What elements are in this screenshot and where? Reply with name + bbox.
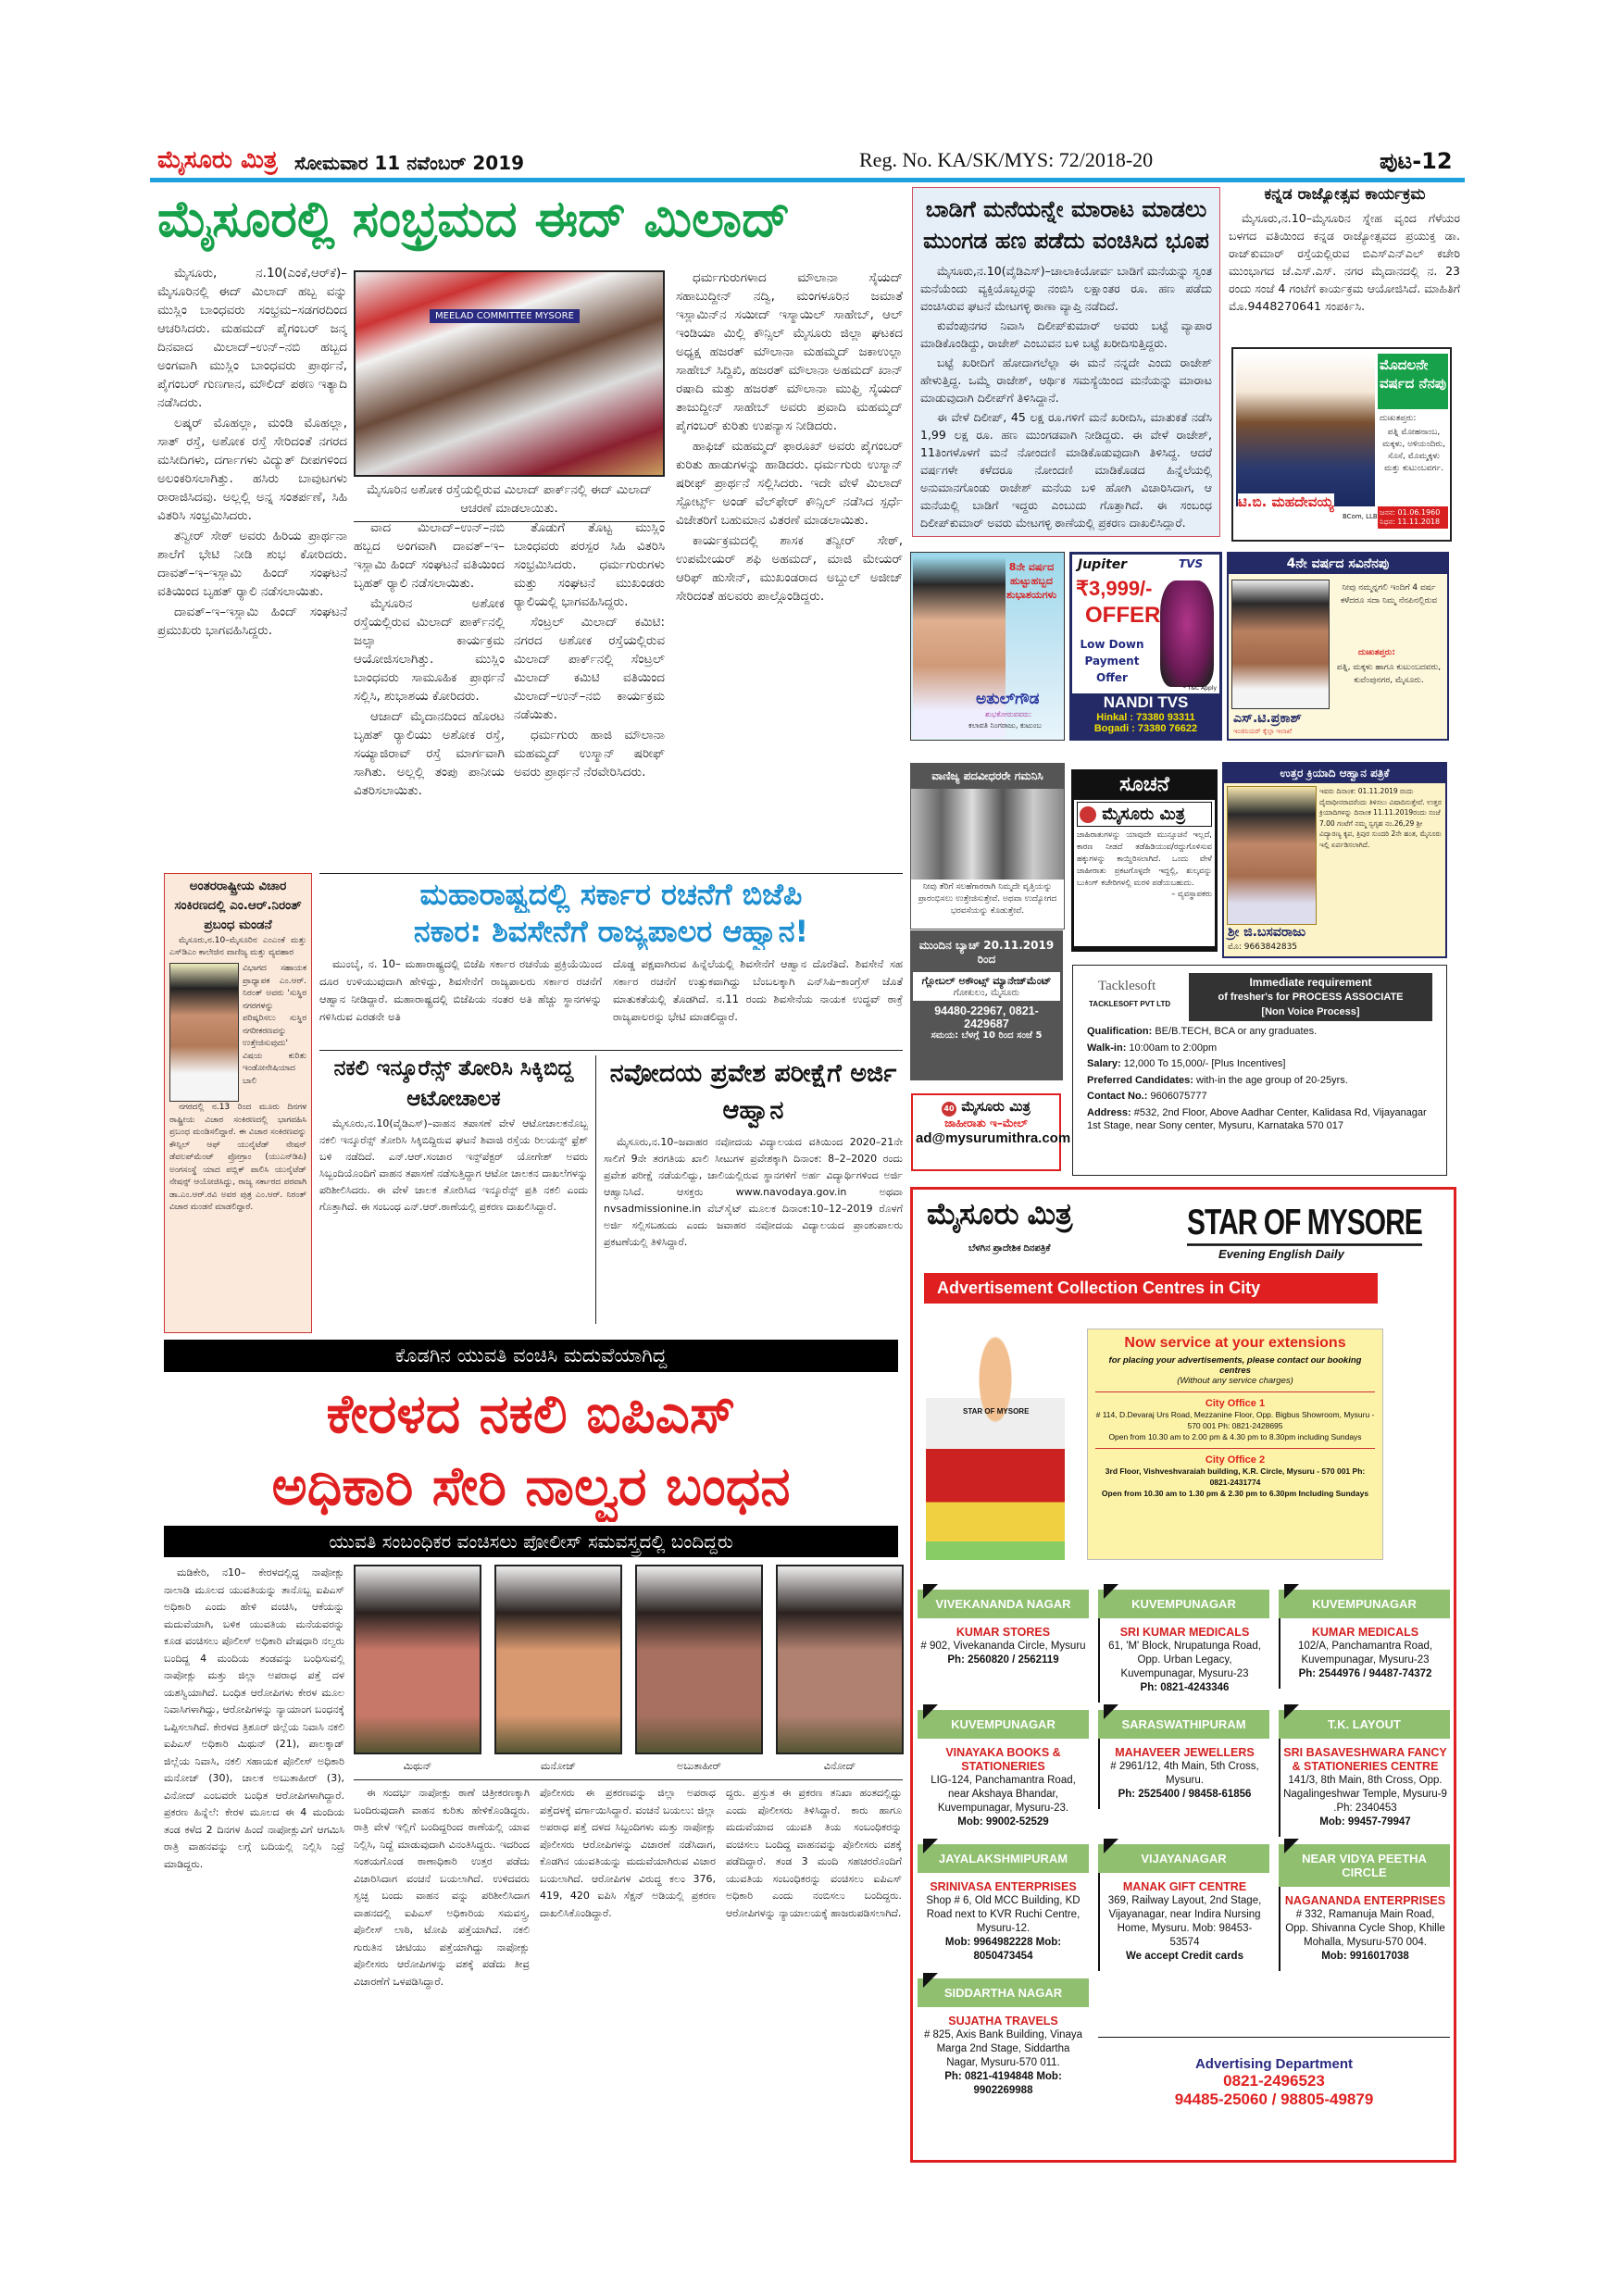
eid-headline: ಮೈಸೂರಲ್ಲಿ ಸಂಭ್ರಮದ ಈದ್ ಮಿಲಾದ್ (157, 190, 791, 248)
centre-details (1098, 1618, 1269, 1703)
advertising-department-title: Advertising Department (1194, 2056, 1354, 2072)
tacklesoft-company: TACKLESOFT PVT LTD (1089, 1000, 1171, 1008)
maharashtra-bottom-rule (319, 1050, 903, 1051)
centre-details (1279, 1618, 1450, 1689)
tacklesoft-row-label: Salary: (1087, 1058, 1121, 1069)
tacklesoft-row-value: with-in the age group of 20-25yrs. (1193, 1074, 1348, 1086)
memorial-1-name: ಟಿ.ಬಿ. ಮಹದೇವಯ್ಯ (1238, 493, 1334, 510)
birthday-wishers: ಕಲಾವತಿ ನಿಂಗರಾಜು, ಕುಟುಂಬ (968, 721, 1042, 730)
memorial-1-mourners: ಪತ್ನಿ ಮೋಹನಾಂಬ, ಮಕ್ಕಳು, ಅಳಿಯಂದಿರು, ಸೊಸೆ, ಮೊಮ್ಮಕ್ಕಳು ಮತ್ತು ಕುಟುಂಬವರ್ಗ. (1382, 428, 1445, 473)
birth-date: ಜನನ: 01.06.1960 (1380, 508, 1441, 517)
email-ad (911, 1093, 1071, 1171)
registration-number: Reg. No. KA/SK/MYS: 72/2018-20 (859, 148, 1154, 171)
city-office-1-address: # 114, D.Devaraj Urs Road, Mezzanine Floor, Opp. Bigbus Showroom, Mysuru - 570 001 Ph: 0821-2428695 (1095, 1410, 1375, 1430)
scooter-image (1160, 580, 1214, 687)
paragraph: ಕುವೆಂಪುನಗರ ನಿವಾಸಿ ದಿಲೀಪ್‌ಕುಮಾರ್ ಅವರು ಬಟ್ಟೆ ವ್ಯಾಪಾರ ಮಾಡಿಕೊಂಡಿದ್ದು, ರಾಜೇಶ್ ಎಂಬುವನ ಬಳಿ ಬಟ್ಟೆ ಖರೀದಿಸುತ್ತಿದ್ದರು. (920, 318, 1212, 350)
tvs-logo: TVS (1179, 557, 1204, 570)
centre-area: VIVEKANANDA NAGAR (918, 1590, 1089, 1618)
ips-column-4: ದ್ದರು. ಪ್ರಸ್ತುತ ಈ ಪ್ರಕರಣ ತನಿಖಾ ಹಂತದಲ್ಲಿದ್ದು ಎಂದು ಪೊಲೀಸರು ತಿಳಿಸಿದ್ದಾರೆ. ಕಾರು ಹಾಗೂ ಮದುವೆಯಾದ ಯುವತಿ ತಿಯ ಸಂಬಂಧಿಕರನ್ನು ವಂಚಿಸಲು ಬಂದಿದ್ದ ವಾಹನವನ್ನು ಪೊಲೀಸರು ವಶಕ್ಕೆ ಪಡೆದಿದ್ದಾರೆ. ತಂಡ 3 ಮಂದಿ ಸಹಚರರೊಂದಿಗೆ ಯುವತಿಯ ಸಂಬಂಧಿಕರನ್ನು ವಂಚಿಸಲು ಐಪಿಎಸ್ ಅಧಿಕಾರಿ ಎಂದು ನಂಬಿಸಲು ಬಂದಿದ್ದರು. ಆರೋಪಿಗಳನ್ನು ನ್ಯಾಯಾಲಯಕ್ಕೆ ಹಾಜರುಪಡಿಸಲಾಗಿದೆ. (726, 1787, 902, 1919)
centre-phone: Ph: 2544976 / 94487-74372 (1298, 1668, 1432, 1679)
centre-area: T.K. LAYOUT (1279, 1710, 1450, 1739)
paragraph: ಧರ್ಮಗುರುಗಳಾದ ಮೌಲಾನಾ ಸೈಯದ್ ಸಹಾಬುದ್ದೀನ್ ನದ್ವಿ, ಮಂಗಳೂರಿನ ಜಮಾತೆ ಇಸ್ಲಾಮಿನ್‌ನ ಸಯೀದ್ ಇಸ್ಮಾಯಿಲ್ ಸಾಹೇಬ್, ಆಲ್ ಇಂಡಿಯಾ ಮಿಲ್ಲಿ ಕೌನ್ಸಿಲ್ ಮೈಸೂರು ಜಿಲ್ಲಾ ಘಟಕದ ಅಧ್ಯಕ್ಷ ಹಜರತ್ ಮೌಲಾನಾ ಮಹಮ್ಮದ್ ಜಕಾಉಲ್ಲಾ ಸಾಹೇಬ್ ಸಿದ್ದಿಖಿ, ಹಜರತ್ ಮೌಲಾನಾ ಅಹಮದ್ ಖಾನ್ ರಷಾದಿ ಮತ್ತು ಹಜರತ್ ಮೌಲಾನಾ ಮುಫ್ತಿ ಸೈಯದ್ ತಾಜುದ್ದೀನ್ ಸಾಹೇಬ್ ಅವರು ಪ್ರವಾದಿ ಮಹಮ್ಮದ್ ಪೈಗಂಬರ್ ಕುರಿತು ಉಪನ್ಯಾಸ ನೀಡಿದರು. (676, 270, 903, 433)
centre-details (1279, 1739, 1450, 1837)
centre-name: MAHAVEER JEWELLERS (1115, 1746, 1255, 1759)
navodaya-body: ಮೈಸೂರು,ನ.10–ಜವಾಹರ ನವೋದಯ ವಿದ್ಯಾಲಯದ ವತಿಯಿಂದ 2020–21ನೇ ಸಾಲಿಗೆ 9ನೇ ತರಗತಿಯ ಖಾಲಿ ಸೀಟುಗಳ ಪ್ರವೇಶಕ್ಕಾಗಿ ದಿನಾಂಕ: 8–2–2020 ರಂದು ಪ್ರವೇಶ ಪರೀಕ್ಷೆ ನಡೆಯಲಿದ್ದು, ಜಾಲಿಯಲ್ಲಿರುವ ಸ್ಥಾನಗಳಿಗೆ ಅರ್ಹ ವಿದ್ಯಾರ್ಥಿಗಳಿಂದ ಅರ್ಜಿ ಆಹ್ವಾನಿಸಿದೆ. ಆಸಕ್ತರು www.navodaya.gov.in ಅಥವಾ nvsadmissionine.in ವೆಬ್‌ಸೈಟ್ ಮೂಲಕ ದಿನಾಂಕ:10–12–2019 ರೊಳಗೆ ಅರ್ಜಿ ಸಲ್ಲಿಸಬಹುದು ಎಂದು ಜವಾಹರ ನವೋದಯ ವಿದ್ಯಾಲಯದ ಪ್ರಾಂಶುಪಾಲರು ಪ್ರಕಟಣೆಯಲ್ಲಿ ತಿಳಿಸಿದ್ದಾರೆ. (604, 1136, 903, 1248)
centre-phone: Mob: 9964982228 Mob: 8050473454 (944, 1937, 1062, 1962)
paragraph: ಈ ವೇಳೆ ದಿಲೀಪ್, 45 ಲಕ್ಷ ರೂ.ಗಳಿಗೆ ಮನೆ ಖರೀದಿಸಿ, ಮಾತುಕತೆ ನಡೆಸಿ 1,99 ಲಕ್ಷ ರೂ. ಹಣ ಮುಂಗಡವಾಗಿ ನೀಡಿದ್ದರು. ಈ ವೇಳೆ ರಾಜೇಶ್, 11ತಿಂಗಳೊಳಗೆ ಮನೆ ನೋಂದಣಿ ಮಾಡಿಕೊಡುವುದಾಗಿ ತಿಳಿಸಿದ್ದ. ಆದರೆ ವರ್ಷಗಳೇ ಕಳೆದರೂ ನೋಂದಣಿ ಮಾಡಿಕೊಡದ ಹಿನ್ನೆಲೆಯಲ್ಲಿ ಅನುಮಾನಗೊಂಡು ರಾಜೇಶ್ ಮನೆಯ ಬಳಿ ಹೋಗಿ ವಿಚಾರಿಸಿದಾಗ, ಆ ಮನೆಯಲ್ಲಿ ಬಾಡಿಗೆ ಇದ್ದರು ಎಂಬುದು ಗೊತ್ತಾಗಿದೆ. ಈ ಸಂಬಂಧ ದಿಲೀಪ್‌ಕುಮಾರ್ ಅವರು ಮೇಟಗಳ್ಳಿ ಠಾಣೆಯಲ್ಲಿ ಪ್ರಕರಣ ದಾಖಲಿಸಿದ್ದಾರೆ. (920, 410, 1212, 530)
extension-service-box (1087, 1329, 1383, 1560)
centres-grid (918, 1590, 1450, 2105)
tacklesoft-heading-3: [Non Voice Process] (1261, 1006, 1360, 1017)
centre-details (918, 2007, 1089, 2105)
accused-rule (354, 1779, 903, 1780)
tvs-offer-ad (1069, 552, 1222, 741)
niranth-lead: ಮೈಸೂರು,ನ.10–ಮೈಸೂರಿನ ಎಂಎಂಕೆ ಮತ್ತು ಎಸ್‌ಡಿಎಂ ಕಾಲೇಜಿನ ವಾಣಿಜ್ಯ ಮತ್ತು ವ್ಯವಹಾರ (169, 936, 306, 957)
advertising-phone-1: 0821-2496523 (1223, 2072, 1325, 2090)
rent-fraud-story (912, 187, 1220, 537)
centre-address: # 2961/12, 4th Main, 5th Cross, Mysuru. (1110, 1761, 1259, 1786)
ad-collection-centres (910, 1187, 1456, 2163)
notice-title: ಸೂಚನೆ (1119, 773, 1169, 796)
institute-panel (913, 972, 1060, 1001)
issue-date: ಸೋಮವಾರ 11 ನವೆಂಬರ್ 2019 (294, 152, 525, 174)
paragraph: ಕಾರ್ಯಕ್ರಮದಲ್ಲಿ ಶಾಸಕ ತನ್ವೀರ್ ಸೇಠ್, ಉಪಮೇಯರ್ ಶಫಿ ಅಹಮದ್, ಮಾಜಿ ಮೇಯರ್ ಆರಿಫ್ ಹುಸೇನ್, ಮುಖಂಡರಾದ ಅಬ್ದುಲ್ ಅಜೀಜ್ ಸೇರಿದಂತೆ ಹಲವರು ಪಾಲ್ಗೊಂಡಿದ್ದರು. (676, 533, 903, 604)
tvs-price: ₹3,999/- (1076, 577, 1153, 600)
paragraph: ಸೆಂಟ್ರಲ್ ಮಿಲಾದ್ ಕಮಿಟಿ: ನಗರದ ಅಶೋಕ ರಸ್ತೆಯಲ್ಲಿರುವ ಮಿಲಾದ್ ಪಾರ್ಕ್‌ನಲ್ಲಿ ಸೆಂಟ್ರಲ್ ಮಿಲಾದ್ ಕಮಿಟಿ ವತಿಯಿಂದ ಮಿಲಾದ್–ಉನ್–ನಬಿ ಕಾರ್ಯಕ್ರಮ ನಡೆಯಿತು. (514, 615, 665, 722)
paragraph: ಆಜಾದ್ ಮೈದಾನದಿಂದ ಹೊರಟ ಬೃಹತ್ ರ್‍ಯಾಲಿಯು ಅಶೋಕ ರಸ್ತೆ, ಸಯ್ಯಾಜಿರಾವ್ ರಸ್ತೆ ಮಾರ್ಗವಾಗಿ ಸಾಗಿತು. ಅಲ್ಲಲ್ಲಿ ತಂಪು ಪಾನೀಯ ವಿತರಿಸಲಾಯಿತು. (354, 709, 505, 798)
tacklesoft-header (1087, 973, 1432, 1021)
maharashtra-column-2: ದೊಡ್ಡ ಪಕ್ಷವಾಗಿರುವ ಹಿನ್ನೆಲೆಯಲ್ಲಿ ಶಿವಸೇನೆಗೆ ಆಹ್ವಾನ ದೊರೆತಿದೆ. ಶಿವಸೇನೆ ಸಹ ಸರ್ಕಾರ ರಚನೆಗೆ ಉತ್ಸುಕವಾಗಿದ್ದು ಬೆಂಬಲಕ್ಕಾಗಿ ಎನ್‌ಸಿಪಿ–ಕಾಂಗ್ರೆಸ್ ಜೊತೆ ಮಾತುಕತೆಯಲ್ಲಿ ತೊಡಗಿದೆ. ನ.11 ರಂದು ಶಿವಸೇನೆಯ ನಾಯಕ ಉದ್ಧವ್ ಠಾಕ್ರೆ ರಾಜ್ಯಪಾಲರನ್ನು ಭೇಟಿ ಮಾಡಲಿದ್ದಾರೆ. (613, 957, 903, 1023)
tacklesoft-row-value: 10:00am to 2:00pm (1126, 1042, 1218, 1054)
tvs-brand: Jupiter (1078, 557, 1128, 572)
eid-column-1 (157, 264, 347, 866)
collection-centre (1279, 1590, 1450, 1703)
header-rule (150, 178, 1465, 182)
centre-area: NEAR VIDYA PEETHA CIRCLE (1279, 1844, 1450, 1887)
commerce-body: ನೀವು ತೆರಿಗೆ ಸಲಹೆಗಾರರಾಗಿ ನಿಮ್ಮದೇ ವೃತ್ತಿಯನ್ನು ಪ್ರಾರಂಭಿಸಲು ಉತ್ತೇಜಿಸುತ್ತೇವೆ. ಅಥವಾ ಉದ್ಯೋಗದ ಭರವಸೆಯನ್ನು ಕೊಡುತ್ತೇವೆ. (918, 882, 1057, 916)
centre-address: Shop # 6, Old MCC Building, KD Road next to KVR Ruchi Centre, Mysuru-12. (926, 1895, 1081, 1934)
niranth-headline: ಅಂತರರಾಷ್ಟ್ರೀಯ ವಿಚಾರ ಸಂಕಿರಣದಲ್ಲಿ ಎಂ.ಆರ್.ನಿರಂತ್ ಪ್ರಬಂಧ ಮಂಡನೆ (174, 879, 302, 932)
centre-area: JAYALAKSHMIPURAM (918, 1844, 1089, 1873)
ips-kicker: ಕೊಡಗಿನ ಯುವತಿ ವಂಚಿಸಿ ಮದುವೆಯಾಗಿದ್ದ (164, 1340, 898, 1372)
page-number: ಪುಟ-12 (1380, 148, 1453, 174)
tvs-terms: * T&C Apply (1182, 685, 1217, 692)
city-office-2-address: 3rd Floor, Vishveshvaraiah building, K.R. Circle, Mysuru - 570 001 Ph: 0821-2431774 (1105, 1466, 1366, 1487)
tacklesoft-row (1087, 1025, 1432, 1039)
eid-column-2 (354, 518, 505, 866)
eid-photo (354, 270, 665, 477)
collection-centre (1279, 1710, 1450, 1837)
paragraph: ಧರ್ಮಗುರು ಹಾಜಿ ಮೌಲಾನಾ ಮಹಮ್ಮದ್ ಉಸ್ಮಾನ್ ಷರೀಫ್ ಅವರು ಪ್ರಾರ್ಥನೆ ನೆರವೇರಿಸಿದರು. (514, 728, 665, 780)
mysuru-mithra-logo: ಮೈಸೂರು ಮಿತ್ರ (927, 1197, 1073, 1230)
city-office-2-title: City Office 2 (1205, 1454, 1266, 1466)
notice-signature: – ವ್ಯವಸ್ಥಾಪಕರು (1171, 890, 1212, 899)
memorial-2-title: 4ನೇ ವರ್ಷದ ಸವಿನೆನಪು (1229, 554, 1447, 574)
centre-phone: Ph: 2525400 / 98458-61856 (1118, 1789, 1252, 1800)
ips-column-1: ಮಡಿಕೇರಿ, ನ10– ಕೇರಳದಲ್ಲಿದ್ದ ನಾಪೋಕ್ಲು ನಾಲಾಡಿ ಮೂಲದ ಯುವತಿಯನ್ನು ತಾನೊಬ್ಬ ಐಪಿಎಸ್ ಅಧಿಕಾರಿ ಎಂದು ಹೇಳಿ ವಂಚಿಸಿ, ಆಕೆಯನ್ನು ಮದುವೆಯಾಗಿ, ಬಳಿಕ ಯುವತಿಯ ಮನೆಯವರನ್ನು ಕೂಡ ವಂಚಿಸಲು ಪೊಲೀಸ್ ಅಧಿಕಾರಿ ವೇಷಧಾರಿ ನಲ್ವರು ಬಂದಿದ್ದ 4 ಮಂದಿಯ ತಂಡವನ್ನು ಬಂಧಿಸುವಲ್ಲಿ ನಾಪೋಕ್ಲು ಮತ್ತು ಜಿಲ್ಲಾ ಅಪರಾಧ ಪತ್ತೆ ದಳ ಯಶಸ್ವಿಯಾಗಿದೆ. ಬಂಧಿತ ಆರೋಪಿಗಳು ಕೇರಳ ಮೂಲ ನಿವಾಸಿಗಳಾಗಿದ್ದು, ಆರೋಪಿಗಳನ್ನು ನ್ಯಾಯಾಂಗ ಬಂಧನಕ್ಕೆ ಒಪ್ಪಿಸಲಾಗಿದೆ. ಕೇರಳದ ತ್ರಿಶೂರ್ ಜಿಲ್ಲೆಯ ನಿವಾಸಿ ನಕಲಿ ಐಪಿಎಸ್ ಅಧಿಕಾರಿ ಮಿಥುನ್ (21), ಪಾಲಕ್ಕಾಡ್ ಜಿಲ್ಲೆಯ ನಿವಾಸಿ, ನಕಲಿ ಸಹಾಯಕ ಪೊಲೀಸ್ ಅಧಿಕಾರಿ ಮನೋಜ್ (30), ಚಾಲಕ ಅಬುತಾಹೀರ್ (3), ವಿನೋದ್ ಎಂಬವರೇ ಬಂಧಿತ ಆರೋಪಿಗಳಾಗಿದ್ದಾರೆ. ಪ್ರಕರಣ ಹಿನ್ನೆಲೆ: ಕೇರಳ ಮೂಲದ ಈ 4 ಮಂದಿಯ ತಂಡ ಕಳೆದ 2 ದಿನಗಳ ಹಿಂದೆ ನಾಪೋಕ್ಲುವಿಗೆ ಆಗಮಿಸಿ ರಾತ್ರಿ ವಾಹನವನ್ನು ಲಗ್ಗೆ ಬದಿಯಲ್ಲಿ ನಿಲ್ಲಿಸಿ ನಿದ್ರೆ ಮಾಡಿದ್ದರು. (164, 1566, 344, 1870)
advertising-department (1098, 2037, 1450, 2109)
centre-name: MANAK GIFT CENTRE (1122, 1880, 1247, 1893)
uttara-name: ಶ್ರೀ ಜಿ.ಬಸವರಾಜು (1228, 925, 1306, 940)
notice-brand-text: ಮೈಸೂರು ಮಿತ್ರ (1102, 805, 1186, 824)
paragraph: ಮೈಸೂರು, ನ.10(ಎಂಕೆ,ಆರ್‌ಕೆ)– ಮೈಸೂರಿನಲ್ಲಿ ಈದ್ ಮಿಲಾದ್ ಹಬ್ಬ ವನ್ನು ಮುಸ್ಲಿಂ ಬಾಂಧವರು ಸಂಭ್ರಮ–ಸಡಗರದಿಂದ ಆಚರಿಸಿದರು. ಮಹಮದ್ ಪೈಗಂಬರ್ ಜನ್ಮ ದಿನವಾದ ಮಿಲಾದ್–ಉನ್–ನಬಿ ಹಬ್ಬದ ಅಂಗವಾಗಿ ಮುಸ್ಲಿಂ ಬಾಂಧವರು ಪ್ರಾರ್ಥನೆ, ಪೈಗಂಬರ್ ಗುಣಗಾನ, ಮೌಲಿದ್ ಪಠಣ ಇತ್ಯಾದಿ ನಡೆಸಿದರು. (157, 266, 347, 410)
centre-details (1098, 1739, 1269, 1809)
centre-area: KUVEMPUNAGAR (1279, 1590, 1450, 1618)
insurance-headline: ನಕಲಿ ಇನ್ಶೂರೆನ್ಸ್ ತೋರಿಸಿ ಸಿಕ್ಕಿಬಿದ್ದ ಆಟೋಚಾಲಕ (333, 1056, 574, 1111)
tvs-offer-label: OFFER (1085, 603, 1161, 628)
death-date: ನಿಧನ: 11.11.2018 (1380, 518, 1441, 526)
tvs-offer-panel (1072, 555, 1219, 693)
centre-area: VIJAYANAGAR (1098, 1844, 1269, 1873)
paragraph: ವಾದ ಮಿಲಾದ್–ಉನ್–ನಬಿ ಹಬ್ಬದ ಅಂಗವಾಗಿ ದಾವತ್–ಇ–ಇಸ್ಲಾಮಿ ಹಿಂದ್ ಸಂಘಟನೆ ವತಿಯಿಂದ ಬೃಹತ್ ರ್‍ಯಾಲಿ ನಡೆಸಲಾಯಿತು. (354, 520, 505, 591)
centre-phone: Mob: 99457-79947 (1319, 1816, 1411, 1828)
centre-address: # 332, Ramanuja Main Road, Opp. Shivanna Cycle Shop, Khille Mohalla, Mysuru-570 004. (1285, 1909, 1445, 1948)
tacklesoft-row-value: 9606075777 (1147, 1091, 1207, 1102)
accounts-classes-ad (910, 930, 1063, 1080)
maharashtra-headline-2: ನಕಾರ: ಶಿವಸೇನೆಗೆ ರಾಜ್ಯಪಾಲರ ಆಹ್ವಾನ! (413, 914, 809, 949)
city-office-1-title: City Office 1 (1205, 1398, 1266, 1409)
uttara-phone: ಮೊ: 9663842835 (1228, 942, 1298, 952)
uttara-title: ಉತ್ತರ ಕ್ರಿಯಾದಿ ಆಹ್ವಾನ ಪತ್ರಿಕೆ (1224, 764, 1445, 783)
accused-photo (776, 1565, 904, 1754)
masthead: ಮೈಸೂರು ಮಿತ್ರ (157, 146, 278, 174)
centre-address: 102/A, Panchamantra Road, Kuvempunagar, Mysuru-23 (1297, 1641, 1433, 1666)
memorial-1-degree: BCom, LLB (1343, 513, 1378, 520)
ips-column-2: ಈ ಸಂದರ್ಭ ನಾಪೋಕ್ಲು ಠಾಣೆ ಚಿತ್ರೀಕರಣಕ್ಕಾಗಿ ಬಂದಿರುವುದಾಗಿ ವಾಹನ ಕುರಿತು ಹೇಳಿಕೊಂಡಿದ್ದರು. ರಾತ್ರಿ ವೇಳೆ ಇಲ್ಲಿಗೆ ಬಂದಿದ್ದರಿಂದ ಠಾಣೆಯಲ್ಲಿ ಯಾವ ನಿಲ್ಲಿಸಿ, ನಿದ್ದೆ ಮಾಡುವುದಾಗಿ ವಿನಂತಿಸಿದ್ದರು. ಇದರಿಂದ ಸಂಶಯಗೊಂಡ ಠಾಣಾಧಿಕಾರಿ ಉತ್ತರ ಪಡೆದು ವಿಚಾರಿಸಿದಾಗ ವಂಚನೆ ಬಯಲಾಗಿದೆ. ಉಳಿದವರು ಸ್ವಚ್ಛ ಬಂದು ವಾಹನ ವನ್ನು ಪರಿಶೀಲಿಸಿದಾಗ ವಾಹನದಲ್ಲಿ ಐಪಿಎಸ್ ಅಧಿಕಾರಿಯ ಸಮವಸ್ತ್ರ, ಪೊಲೀಸ್ ಲಾಠಿ, ಟೋಪಿ ಪತ್ತೆಯಾಗಿದೆ. ನಕಲಿ ಗುರುತಿನ ಚೀಟಿಯು ಪತ್ತೆಯಾಗಿದ್ದು ನಾಪೋಕ್ಲು ಪೊಲೀಸರು ಆರೋಪಿಗಳನ್ನು ವಶಕ್ಕೆ ಪಡೆದು ತೀವ್ರ ವಿಚಾರಣೆಗೆ ಒಳಪಡಿಸಿದ್ದಾರೆ. (354, 1787, 530, 1988)
notice-brand (1077, 802, 1212, 827)
memorial-2-mourners-label: ದುಃಖತಪ್ತರು: (1358, 648, 1395, 657)
memorial-1-mourners-label: ದುಃಖತಪ್ತರು: (1380, 414, 1417, 423)
accused-photo (354, 1565, 481, 1754)
centre-address: 61, 'M' Block, Nrupatunga Road, Opp. Urban Legacy, Kuvempunagar, Mysuru-23 (1108, 1641, 1261, 1679)
commerce-title: ವಾಣಿಜ್ಯ ಪದವೀಧರರೇ ಗಮನಿಸಿ (911, 764, 1064, 789)
anniversary-badge-icon (1080, 806, 1096, 823)
niranth-photo (169, 963, 239, 1102)
accused-name: ಅಬುತಾಹೀರ್ (676, 1760, 721, 1772)
email-ad-address[interactable]: ad@mysurumithra.com (916, 1130, 1071, 1146)
anniversary-badge-icon: 40 (942, 1102, 956, 1117)
centre-name: SRI KUMAR MEDICALS (1119, 1626, 1250, 1639)
eid-column-4 (676, 268, 903, 866)
commerce-graduates-ad (910, 763, 1065, 930)
collection-centre (918, 1844, 1089, 1971)
institute-timing: ಸಮಯ: ಬೆಳಗ್ಗೆ 10 ರಿಂದ ಸಂಜೆ 5 (931, 1030, 1043, 1041)
city-office-1-hours: Open from 10.30 am to 2.00 pm & 4.30 pm to 8.30pm including Sundays (1095, 1431, 1375, 1449)
accused-photo (635, 1565, 763, 1754)
uttara-body: ಇವರು ದಿನಾಂಕ: 01.11.2019 ರಂದು ದೈವಾಧೀನರಾದರೆಂದು ತಿಳಿಸಲು ವಿಷಾದಿಸುತ್ತೇವೆ. ಉತ್ತರ ಕ್ರಿಯಾದಿಗಳನ್ನು ದಿನಾಂಕ 11.11.2019ರಂದು ಸಂಜೆ 7.00 ಗಂಟೆಗೆ ನಮ್ಮ ಸ್ವಗೃಹ ನಂ.26,29 ಶ್ರೀ ವಿದ್ಯಾರಣ್ಯ ಕೃಪ, ತ್ರಿಪುರ ಸುಂದರಿ 2ನೇ ಹಂತ, ಮೈಸೂರು ಇಲ್ಲಿ ಏರ್ಪಡಿಸಲಾಗಿದೆ. (1319, 787, 1442, 849)
memorial-1-title: ಮೊದಲನೇ ವರ್ಷದ ನೆನಪು (1378, 354, 1448, 409)
centre-area: KUVEMPUNAGAR (1098, 1590, 1269, 1618)
centre-details (1098, 1873, 1269, 1971)
advertising-phone-2: 94485-25060 / 98805-49879 (1174, 2090, 1374, 2108)
tacklesoft-row-label: Qualification: (1087, 1026, 1153, 1037)
centre-details (918, 1618, 1089, 1675)
collection-centre (1098, 1590, 1269, 1703)
centre-name: SRI BASAVESHWARA FANCY & STATIONERIES CENTRE (1283, 1746, 1447, 1773)
centre-phone: Mob: 9916017038 (1321, 1951, 1409, 1962)
centre-area: SARASWATHIPURAM (1098, 1710, 1269, 1739)
notice-body: ಜಾಹಿರಾತುಗಳನ್ನು ಯಾವುದೇ ಮುನ್ಸೂಚನೆ ಇಲ್ಲದೆ, ಕಾರಣ ನೀಡದೆ ತಡೆಹಿಡಿಯುವ/ರದ್ದುಗೊಳಿಸುವ ಹಕ್ಕುಗಳನ್ನು ಕಾಯ್ದಿರಿಸಲಾಗಿದೆ. ಒಂದು ವೇಳೆ ಜಾಹೀರಾತು ಪ್ರಕಟಗೊಳ್ಳದೇ ಇದ್ದಲ್ಲಿ, ಶುಲ್ಕವನ್ನು ಬುಕಿಂಗ್ ಕಚೇರಿಗಳಲ್ಲಿ ಮರಳಿ ಪಡೆಯಬಹುದು. (1077, 830, 1212, 888)
tvs-bogadi-phone: Bogadi : 73380 76622 (1093, 723, 1198, 734)
centre-phone: Ph: 0821-4243346 (1140, 1682, 1230, 1693)
collection-centre (918, 1590, 1089, 1703)
centre-name: SUJATHA TRAVELS (948, 2015, 1058, 2028)
centre-address: 141/3, 8th Main, 8th Cross, Opp. Nagalingeshwar Temple, Mysuru-9 .Ph: 2340453 (1283, 1775, 1447, 1814)
rent-headline-1: ಬಾಡಿಗೆ ಮನೆಯನ್ನೇ ಮಾರಾಟ ಮಾಡಲು (925, 196, 1207, 222)
city-office-2-hours: Open from 10.30 am to 1.30 pm & 2.30 pm to 6.30pm Including Sundays (1101, 1489, 1369, 1498)
institute-name: ಗ್ಲೋಬಲ್ ಅಕೌಂಟ್ಸ್ ಮ್ಯಾನೇಜ್‌ಮೆಂಟ್ (921, 975, 1052, 987)
ips-headline-2: ಅಧಿಕಾರಿ ಸೇರಿ ನಾಲ್ವರ ಬಂಧನ (271, 1454, 791, 1517)
tacklesoft-row (1087, 1074, 1432, 1088)
memorial-2-subtitle: ಇಂಜಿನಿಯರ್ ಕೈಲ್ಗಾ ಇಲಾಖೆ (1233, 728, 1293, 735)
accused-photos (354, 1565, 905, 1773)
paragraph: ತೊಡುಗೆ ತೊಟ್ಟ ಮುಸ್ಲಿಂ ಬಾಂಧವರು ಪರಸ್ಪರ ಸಿಹಿ ವಿತರಿಸಿ ಸಂಭ್ರಮಿಸಿದರು. ಧರ್ಮಗುರುಗಳು ಮತ್ತು ಸಂಘಟನೆ ಮುಖಂಡರು ರ್‍ಯಾಲಿಯಲ್ಲಿ ಭಾಗವಹಿಸಿದ್ದರು. (514, 520, 665, 609)
insurance-body: ಮೈಸೂರು,ನ.10(ವೈಡಿಎಸ್)–ವಾಹನ ತಪಾಸಣೆ ವೇಳೆ ಆಟೋಚಾಲಕನೊಬ್ಬ ನಕಲಿ ಇನ್ಶೂರೆನ್ಸ್ ತೋರಿಸಿ ಸಿಕ್ಕಿಬಿದ್ದಿರುವ ಘಟನೆ ಶಿವಾಜಿ ರಸ್ತೆಯ ರಿಲಯನ್ಸ್ ಫ್ರೆಶ್ ಬಳಿ ನಡೆದಿದೆ. ಎನ್.ಆರ್.ಸಂಚಾರ ಇನ್ಸ್‌ಪೆಕ್ಟರ್ ಯೋಗೇಶ್ ಅವರು ಸಿಬ್ಬಂದಿಯೊಂದಿಗೆ ವಾಹನ ತಪಾಸಣೆ ನಡೆಸುತ್ತಿದ್ದಾಗ ಆಟೋ ಚಾಲಕನ ದಾಖಲೆಗಳನ್ನು ಪರಿಶೀಲಿಸಿದರು. ಈ ವೇಳೆ ಚಾಲಕ ತೋರಿಸಿದ ಇನ್ಶೂರೆನ್ಸ್ ಪ್ರತಿ ನಕಲಿ ಎಂದು ಗೊತ್ತಾಗಿದೆ. ಈ ಸಂಬಂಧ ಎನ್.ಆರ್.ಠಾಣೆಯಲ್ಲಿ ಪ್ರಕರಣ ದಾಖಲಿಸಿದ್ದಾರೆ. (319, 1117, 588, 1213)
collection-centre (1098, 1844, 1269, 1971)
paragraph: ತನ್ವೀರ್ ಸೇಠ್ ಅವರು ಹಿರಿಯ ಪ್ರಾರ್ಥನಾ ಶಾಲೆಗೆ ಭೇಟಿ ನೀಡಿ ಶುಭ ಕೋರಿದರು. ದಾವತ್–ಇ–ಇಸ್ಲಾಮಿ ಹಿಂದ್ ಸಂಘಟನೆ ವತಿಯಿಂದ ಬೃಹತ್ ರ್‍ಯಾಲಿ ನಡೆಸಲಾಯಿತು. (157, 529, 347, 599)
tvs-dealer: NANDI TVS (1103, 693, 1189, 711)
cartoon-mascot (926, 1329, 1065, 1560)
centre-details (1279, 1887, 1450, 1971)
centre-phone: Ph: 0821-4194848 Mob: 9902269988 (944, 2071, 1062, 2096)
centre-name: SRINIVASA ENTERPRISES (930, 1880, 1077, 1893)
centre-area: SIDDARTHA NAGAR (918, 1978, 1089, 2007)
memorial-2-name: ಎಸ್.ಟಿ.ಪ್ರಕಾಶ್ (1233, 711, 1302, 726)
tacklesoft-row (1087, 1042, 1432, 1055)
tacklesoft-row-label: Contact No.: (1087, 1091, 1148, 1102)
paragraph: ಬಟ್ಟೆ ಖರೀದಿಗೆ ಹೋದಾಗಲೆಲ್ಲಾ ಈ ಮನೆ ನನ್ನದೇ ಎಂದು ರಾಜೇಶ್ ಹೇಳುತ್ತಿದ್ದ. ಒಮ್ಮೆ ರಾಜೇಶ್, ಆರ್ಥಿಕ ಸಮಸ್ಯೆಯಿಂದ ಮನೆಯನ್ನು ಮಾರಾಟ ಮಾಡುವುದಾಗಿ ದಿಲೀಪ್‌ಗೆ ತಿಳಿಸಿದ್ದಾನೆ. (920, 356, 1212, 405)
centre-name: VINAYAKA BOOKS & STATIONERIES (945, 1746, 1061, 1773)
niranth-body: ನಗರದಲ್ಲಿ ನ.13 ರಿಂದ ಮೂರು ದಿನಗಳ ರಾಷ್ಟ್ರೀಯ ವಿಚಾರ ಸಂಕಿರಣದಲ್ಲಿ ಭಾಗವಹಿಸಿ ಪ್ರಬಂಧ ಮಂಡಿಸಲಿದ್ದಾರೆ. ಈ ವಿಚಾರ ಸಂಕಿರಣವನ್ನು ಕೌನ್ಸಿಲ್ ಆಫ್ ಯುನೈಟೆಡ್ ನೇಷನ್ ಡೆವಲಪ್‌ಮೆಂಟ್ ಪ್ರೋಗ್ರಾಂ (ಯುಎನ್‌ಡಿಪಿ) ಅಂಗಸಂಸ್ಥೆ ಯಾದ ಪಬ್ಲಿಕ್ ಪಾಲಿಸಿ ಯುನೈಟೆಡ್ ನೇಷನ್ಸ್ ಆಯೋಜಿಸಿದ್ದು, ರಾಜ್ಯ ಸರ್ಕಾರದ ಪರವಾಗಿ ಡಾ.ಎಂ.ಆರ್.ರವಿ ಅವರ ಪುತ್ರ ಎಂ.ಆರ್. ನಿರಂತ್ ವಿಚಾರ ಮಂಡನೆ ಮಾಡಲಿದ್ದಾರೆ. (169, 1103, 306, 1212)
centre-area: KUVEMPUNAGAR (918, 1710, 1089, 1739)
institute-phones: 94480-22967, 0821-2429687 (934, 1004, 1039, 1030)
birthday-ad (910, 552, 1065, 741)
accused-card (635, 1565, 763, 1773)
centre-phone: We accept Credit cards (1126, 1951, 1243, 1962)
niranth-story (164, 873, 312, 1333)
maharashtra-rule (319, 873, 903, 874)
tacklesoft-logo: Tacklesoft (1098, 979, 1156, 993)
star-of-mysore-tagline: Evening English Daily (1218, 1247, 1344, 1261)
tvs-low-down: Low Down Payment Offer (1080, 638, 1144, 684)
eid-photo-caption: ಮೈಸೂರಿನ ಅಶೋಕ ರಸ್ತೆಯಲ್ಲಿರುವ ಮಿಲಾದ್ ಪಾರ್ಕ್‌ನಲ್ಲಿ ಈದ್ ಮಿಲಾದ್ ಆಚರಣೆ ಮಾಡಲಾಯಿತು. (354, 481, 665, 522)
rent-headline-2: ಮುಂಗಡ ಹಣ ಪಡೆದು ವಂಚಿಸಿದ ಭೂಪ (923, 228, 1209, 254)
birthday-name: ಅತುಲ್‌ಗೌಡ (976, 690, 1040, 708)
memorial-ad-2 (1227, 552, 1449, 741)
tacklesoft-row (1087, 1106, 1432, 1133)
centre-name: KUMAR STORES (956, 1626, 1051, 1639)
cartoon-newspaper-title: STAR OF MYSORE (963, 1407, 1030, 1416)
paragraph: ಲಷ್ಕರ್ ಮೊಹಲ್ಲಾ, ಮಂಡಿ ಮೊಹಲ್ಲಾ, ಸಾತ್ ರಸ್ತೆ, ಅಶೋಕ ರಸ್ತೆ ಸೇರಿದಂತೆ ನಗರದ ಮಸೀದಿಗಳು, ದರ್ಗಾಗಳು ವಿದ್ಯುತ್ ದೀಪಗಳಿಂದ ಅಲಂಕರಿಸಲಾಗಿತ್ತು. ಹಸಿರು ಬಾವುಟಗಳು ರಾರಾಜಿಸಿದವು. ಅಲ್ಲಲ್ಲಿ ಅನ್ನ ಸಂತರ್ಪಣೆ, ಸಿಹಿ ವಿತರಿಸಿ ಸಂಭ್ರಮಿಸಿದರು. (157, 416, 347, 523)
accused-card (776, 1565, 904, 1773)
eid-photo-banner: MEELAD COMMITTEE MYSORE (430, 309, 580, 323)
maharashtra-headline-1: ಮಹಾರಾಷ್ಟ್ರದಲ್ಲಿ ಸರ್ಕಾರ ರಚನೆಗೆ ಬಿಜೆಪಿ (419, 877, 803, 912)
centre-address: 369, Railway Layout, 2nd Stage, Vijayanagar, near Indira Nursing Home, Mysuru. Mob: 98453-53574 (1107, 1895, 1262, 1948)
extension-service-note: for placing your advertisements, please contact our booking centres (1108, 1355, 1362, 1376)
email-ad-brand (916, 1098, 1056, 1117)
paragraph: ಹಾಫಿಜ್ ಮಹಮ್ಮದ್ ಫಾರೂಖ್ ಅವರು ಪೈಗಂಬರ್ ಕುರಿತು ಹಾಡುಗಳನ್ನು ಹಾಡಿದರು. ಧರ್ಮಗುರು ಉಸ್ಮಾನ್ ಷರೀಫ್ ಪ್ರಾರ್ಥನೆ ಸಲ್ಲಿಸಿದರು. ಇದೇ ವೇಳೆ ಮಿಲಾದ್ ಸ್ಪೋರ್ಟ್ಸ್ ಅಂಡ್ ವೆಲ್‌ಫೇರ್ ಕೌನ್ಸಿಲ್ ನಡೆಸಿದ ಸ್ಪರ್ಧೆ ವಿಜೇತರಿಗೆ ಬಹುಮಾನ ವಿತರಣೆ ಮಾಡಲಾಯಿತು. (676, 439, 903, 528)
email-ad-label: ಜಾಹೀರಾತು ಇ–ಮೇಲ್ (944, 1117, 1028, 1129)
centre-phone: Mob: 99002-52529 (957, 1816, 1049, 1828)
birthday-wishers-label: ಶುಭಕೋರುವವರು: (985, 710, 1032, 718)
eid-column-3 (514, 518, 665, 866)
notice-ad (1071, 769, 1218, 952)
tacklesoft-row (1087, 1090, 1432, 1104)
mysuru-mithra-tagline: ಬೆಳಗಿನ ಪ್ರಾದೇಶಿಕ ದಿನಪತ್ರಿಕೆ (968, 1243, 1051, 1254)
accused-name: ವಿನೋದ್ (823, 1760, 856, 1772)
collection-centre (918, 1710, 1089, 1837)
centre-details (918, 1739, 1089, 1837)
memorial-2-body: ನೀವು ನಮ್ಮನ್ನಗಲಿ ಇಂದಿಗೆ 4 ವರ್ಷ ಕಳೆದರೂ ಸದಾ ನಿಮ್ಮ ನೆನಪಿನಲ್ಲಿರುವ (1340, 583, 1438, 605)
ips-column-3: ಪೊಲೀಸರು ಈ ಪ್ರಕರಣವನ್ನು ಜಿಲ್ಲಾ ಅಪರಾಧ ಪತ್ತೆದಳಕ್ಕೆ ವರ್ಗಾಯಿಸಿದ್ದಾರೆ. ವಂಚನೆ ಬಯಲು: ಜಿಲ್ಲಾ ಅಪರಾಧ ಪತ್ತೆ ದಳದ ಸಿಬ್ಬಂದಿಗಳು ಮತ್ತು ನಾಪೋಕ್ಲು ಪೊಲೀಸರು ಆರೋಪಿಗಳನ್ನು ವಿಚಾರಣೆ ನಡೆಸಿದಾಗ, ಕೊಡಗಿನ ಯುವತಿಯನ್ನು ಮದುವೆಯಾಗಿರುವ ವಿಚಾರ ಬಯಲಾಗಿದೆ. ಆರೋಪಿಗಳ ವಿರುದ್ಧ ಕಲಂ 376, 419, 420 ಐಪಿಸಿ ಸೆಕ್ಷನ್ ಅಡಿಯಲ್ಲಿ ಪ್ರಕರಣ ದಾಖಲಿಸಿಕೊಂಡಿದ್ದಾರೆ. (540, 1787, 716, 1919)
memorial-2-photo (1231, 580, 1330, 709)
paragraph: ದಾವತ್–ಇ–ಇಸ್ಲಾಮಿ ಹಿಂದ್ ಸಂಘಟನೆ ಪ್ರಮುಖರು ಭಾಗವಹಿಸಿದ್ದರು. (157, 605, 347, 638)
email-ad-brand-text: ಮೈಸೂರು ಮಿತ್ರ (961, 1098, 1031, 1115)
tvs-hinkal-phone: Hinkal : 73380 93311 (1096, 712, 1195, 723)
niranth-side-text: ವಿಭಾಗದ ಸಹಾಯಕ ಪ್ರಾಧ್ಯಾಪಕ ಎಂ.ಆರ್. ನಿರಂತ್ ಅವರು 'ಸುಸ್ಥಿರ ನಗರಗಳನ್ನು ಪರಿಷ್ಕರಿಸಲು ಸುಸ್ಥಿರ ನಗರೀಕರಣವನ್ನು ಉತ್ತೇಜಿಸುವುದು' ವಿಷಯ ಕುರಿತು ಇಂಡೋನೇಷಿಯಾದ ಬಾಲಿ (243, 964, 306, 1086)
centre-address: LIG-124, Panchamantra Road, near Akshaya Bhandar, Kuvempunagar, Mysuru-23. (931, 1775, 1076, 1814)
centre-phone: Ph: 2560820 / 2562119 (947, 1654, 1059, 1666)
ips-deck: ಯುವತಿ ಸಂಬಂಧಿಕರ ವಂಚಿಸಲು ಪೋಲೀಸ್ ಸಮವಸ್ತ್ರದಲ್ಲಿ ಬಂದಿದ್ದರು (164, 1526, 898, 1557)
maharashtra-column-1: ಮುಂಬೈ, ನ. 10– ಮಹಾರಾಷ್ಟ್ರದಲ್ಲಿ ಬಿಜೆಪಿ ಸರ್ಕಾರ ರಚನೆಯ ಪ್ರಕ್ರಿಯೆಯಿಂದ ದೂರ ಉಳಿಯುವುದಾಗಿ ಹೇಳಿದ್ದು, ಶಿವಸೇನೆಗೆ ರಾಜ್ಯಪಾಲರು ಸರ್ಕಾರ ರಚನೆಗೆ ಆಹ್ವಾನ ನೀಡಿದ್ದಾರೆ. ಮಹಾರಾಷ್ಟ್ರದಲ್ಲಿ ಬಿಜೆಪಿಯ ನಂತರ ಅತಿ ಹೆಚ್ಚು ಸ್ಥಾನಗಳನ್ನು ಗಳಿಸಿರುವ ಎರಡನೇ ಅತಿ (319, 957, 602, 1023)
students-photo (911, 789, 1064, 880)
memorial-1-photo (1236, 354, 1375, 506)
tacklesoft-heading-1: Immediate requirement (1249, 976, 1372, 989)
tacklesoft-details (1087, 1025, 1432, 1133)
paragraph: ಮೈಸೂರು,ನ.10(ವೈಡಿಎಸ್)–ಚಾಲಾಕಿಯೋರ್ವ ಬಾಡಿಗೆ ಮನೆಯನ್ನು ಸ್ವಂತ ಮನೆಯೆಂದು ವ್ಯಕ್ತಿಯೊಬ್ಬರನ್ನು ನಂಬಿಸಿ ಲಕ್ಷಾಂತರ ರೂ. ಹಣ ಪಡೆದು ವಂಚಿಸಿರುವ ಘಟನೆ ಮೇಟಗಳ್ಳಿ ಠಾಣಾ ವ್ಯಾಪ್ತಿ ನಡೆದಿದೆ. (920, 264, 1212, 313)
collection-centre (1279, 1844, 1450, 1971)
centre-name: NAGANANDA ENTERPRISES (1284, 1894, 1446, 1907)
centre-details (918, 1873, 1089, 1971)
birthday-title: 8ನೇ ವರ್ಷದ ಹುಟ್ಟುಹಬ್ಬದ ಶುಭಾಶಯಗಳು (1006, 561, 1057, 601)
centre-name: KUMAR MEDICALS (1311, 1626, 1419, 1639)
navodaya-headline: ನವೋದಯ ಪ್ರವೇಶ ಪರೀಕ್ಷೆಗೆ ಅರ್ಜಿ ಆಹ್ವಾನ (609, 1059, 897, 1125)
uttara-photo (1227, 786, 1317, 925)
centre-address: # 825, Axis Bank Building, Vinaya Marga 2nd Stage, Siddartha Nagar, Mysuru-570 011. (923, 2029, 1083, 2068)
tacklesoft-row-label: Preferred Candidates: (1087, 1074, 1193, 1086)
extension-service-charge-note: (Without any service charges) (1095, 1376, 1375, 1392)
tacklesoft-row-label: Address: (1087, 1106, 1131, 1118)
star-of-mysore-logo: STAR OF MYSORE (1187, 1203, 1422, 1246)
ad-centres-banner: Advertisement Collection Centres in City (924, 1273, 1378, 1304)
accused-card (354, 1565, 481, 1773)
rajyotsava-body: ಮೈಸೂರು,ನ.10–ಮೈಸೂರಿನ ಸ್ನೇಹ ವೃಂದ ಗೆಳೆಯರ ಬಳಗದ ವತಿಯಿಂದ ಕನ್ನಡ ರಾಜ್ಯೋತ್ಸವದ ಪ್ರಯುಕ್ತ ಡಾ. ರಾಜ್‌ಕುಮಾರ್ ರಸ್ತೆಯಲ್ಲಿರುವ ಬಿಎಸ್‌ಎನ್‌ಎಲ್ ಕಚೇರಿ ಮುಂಭಾಗದ ಜೆ.ಎಸ್.ಎಸ್. ನಗರ ಮೈದಾನದಲ್ಲಿ ನ. 23 ರಂದು ಸಂಜೆ 4 ಗಂಟೆಗೆ ಕಾರ್ಯಕ್ರಮ ಆಯೋಜಿಸಿದೆ. ಮಾಹಿತಿಗೆ ಮೊ.9448270641 ಸಂಪರ್ಕಿಸಿ. (1229, 211, 1460, 313)
collection-centre (918, 1978, 1089, 2105)
uttara-kriyadi-ad (1222, 762, 1447, 958)
accused-photo (494, 1565, 622, 1754)
memorial-1-dates (1378, 506, 1448, 529)
memorial-2-mourners: ಪತ್ನಿ, ಮಕ್ಕಳು ಹಾಗೂ ಕುಟುಂಬದವರು, ಕುವೆಂಪುನಗರ, ಮೈಸೂರು. (1336, 663, 1442, 685)
memorial-ad-1 (1231, 347, 1452, 542)
tacklesoft-row (1087, 1057, 1432, 1071)
tacklesoft-brand (1087, 973, 1189, 1021)
ips-headline-1: ಕೇರಳದ ನಕಲಿ ಐಪಿಎಸ್ (326, 1382, 736, 1445)
paragraph: ಮೈಸೂರಿನ ಅಶೋಕ ರಸ್ತೆಯಲ್ಲಿರುವ ಮಿಲಾದ್ ಪಾರ್ಕ್‌ನಲ್ಲಿ ಜಲ್ಸಾ ಕಾರ್ಯಕ್ರಮ ಆಯೋಜಿಸಲಾಗಿತ್ತು. ಮುಸ್ಲಿಂ ಬಾಂಧವರು ಸಾಮೂಹಿಕ ಪ್ರಾರ್ಥನೆ ಸಲ್ಲಿಸಿ, ಶುಭಾಶಯ ಕೋರಿದರು. (354, 596, 505, 704)
tacklesoft-row-label: Walk-in: (1087, 1042, 1127, 1054)
collection-centre (1098, 1710, 1269, 1837)
column-divider (595, 1055, 596, 1324)
tacklesoft-heading-2: of fresher's for PROCESS ASSOCIATE (1218, 992, 1404, 1003)
tacklesoft-row-value: 12,000 To 15,000/- [Plus Incentives] (1120, 1058, 1286, 1069)
extension-service-title: Now service at your extensions (1124, 1335, 1346, 1351)
centre-address: # 902, Vivekananda Circle, Mysuru (920, 1641, 1086, 1652)
accused-name: ಮಿಥುನ್ (403, 1760, 432, 1772)
tacklesoft-row-value: BE/B.TECH, BCA or any graduates. (1152, 1026, 1318, 1037)
accused-card (494, 1565, 622, 1773)
batch-date: ಮುಂದಿನ ಬ್ಯಾಚ್ 20.11.2019 ರಿಂದ (918, 939, 1055, 966)
institute-location: ಗೋಕುಲಂ, ಮೈಸೂರು (953, 988, 1020, 998)
tacklesoft-requirement (1189, 973, 1432, 1021)
rent-body (920, 262, 1212, 530)
tacklesoft-job-ad (1072, 965, 1447, 1176)
rajyotsava-headline: ಕನ್ನಡ ರಾಜ್ಯೋತ್ಸವ ಕಾರ್ಯಕ್ರಮ (1264, 185, 1426, 204)
tacklesoft-row-value: #532, 2nd Floor, Above Aadhar Center, Kalidasa Rd, Vijayanagar 1st Stage, near Sony center, Mysuru, Karnataka 570 017 (1087, 1106, 1427, 1131)
accused-name: ಮನೋಜ್ (540, 1760, 577, 1772)
